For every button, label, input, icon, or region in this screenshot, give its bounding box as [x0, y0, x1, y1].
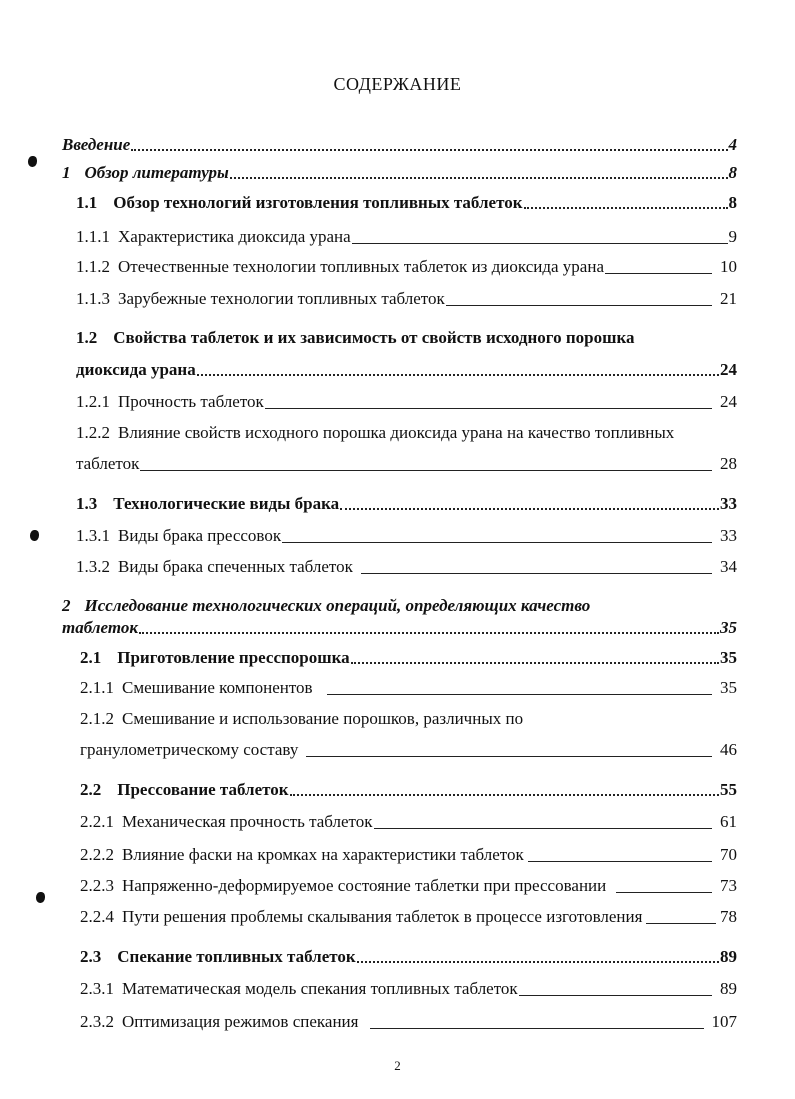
toc-num: 2.1.1	[80, 678, 114, 697]
toc-entry-text: Виды брака спеченных таблеток	[118, 557, 353, 576]
toc-page: 8	[728, 163, 737, 182]
toc-num: 2.3.1	[80, 979, 114, 998]
toc-num: 2.2.3	[80, 876, 114, 895]
toc-page: 24	[720, 360, 737, 379]
underline-leader	[140, 470, 712, 471]
toc-num: 1.3	[76, 494, 98, 513]
toc-num: 1.1	[76, 193, 98, 212]
toc-entry-text: Пути решения проблемы скалывания таблеток в процессе изготовления	[122, 907, 643, 926]
toc-entry-text: гранулометрическому составу	[80, 740, 299, 759]
toc-page: 33	[720, 494, 737, 513]
toc-entry[interactable]	[80, 906, 737, 928]
toc-entry-text: Смешивание компонентов	[122, 678, 313, 697]
underline-leader	[528, 861, 712, 862]
dot-leader	[524, 207, 728, 209]
toc-entry-text: Обзор технологий изготовления топливных таблеток	[113, 193, 523, 212]
page-title: СОДЕРЖАНИЕ	[333, 74, 462, 94]
toc-entry[interactable]	[80, 647, 737, 669]
toc-num: 2.3.2	[80, 1012, 114, 1031]
toc-entry[interactable]	[80, 677, 737, 699]
scan-artifact	[28, 156, 37, 167]
underline-leader	[446, 305, 712, 306]
toc-entry[interactable]	[80, 844, 737, 866]
toc-entry[interactable]	[76, 525, 737, 547]
toc-entry-text: Отечественные технологии топливных таблеток из диоксида урана	[118, 257, 604, 276]
underline-leader	[306, 756, 712, 757]
toc-num: 1.1.3	[76, 289, 110, 308]
underline-leader	[327, 694, 712, 695]
toc-entry-text: Свойства таблеток и их зависимость от свойств исходного порошка	[113, 328, 635, 347]
underline-leader	[352, 243, 728, 244]
toc-entry-text: Механическая прочность таблеток	[122, 812, 373, 831]
toc-entry[interactable]	[76, 422, 737, 444]
toc-entry[interactable]	[76, 192, 737, 214]
toc-num: 1.2	[76, 328, 98, 347]
scan-artifact	[30, 530, 39, 541]
toc-page: 24	[720, 392, 737, 411]
dot-leader	[139, 632, 719, 634]
toc-entry[interactable]	[80, 978, 737, 1000]
toc-num: 2.2	[80, 780, 102, 799]
toc-entry-text: Влияние фаски на кромках на характеристики таблеток	[122, 845, 524, 864]
toc-page: 10	[720, 257, 737, 276]
toc-num: 1.2.2	[76, 423, 110, 442]
toc-page: 21	[720, 289, 737, 308]
toc-page: 107	[711, 1012, 737, 1031]
toc-page: 34	[720, 557, 737, 576]
dot-leader	[340, 508, 719, 510]
underline-leader	[605, 273, 712, 274]
toc-page: 33	[720, 526, 737, 545]
toc-num: 1.1.2	[76, 257, 110, 276]
toc-entry-text: Технологические виды брака	[113, 494, 340, 513]
toc-page: 35	[720, 678, 737, 697]
toc-entry-text: Напряженно-деформируемое состояние таблетки при прессовании	[122, 876, 607, 895]
toc-entry[interactable]	[80, 875, 737, 897]
toc-page: 9	[728, 227, 737, 246]
toc-entry-continuation[interactable]	[76, 453, 737, 475]
dot-leader	[351, 662, 719, 664]
toc-entry[interactable]	[80, 1011, 737, 1033]
toc-entry[interactable]	[80, 811, 737, 833]
toc-entry-text: таблеток	[76, 454, 140, 473]
toc-entry-text: Математическая модель спекания топливных таблеток	[122, 979, 518, 998]
toc-entry-text: Смешивание и использование порошков, различных по	[122, 709, 524, 728]
toc-num: 2.2.4	[80, 907, 114, 926]
toc-page: 35	[720, 618, 737, 637]
toc-entry-continuation[interactable]	[62, 617, 737, 639]
toc-entry-text: Прессование таблеток	[117, 780, 289, 799]
toc-entry-text: Введение	[62, 135, 131, 154]
toc-page: 8	[728, 193, 737, 212]
toc-entry-text: Прочность таблеток	[118, 392, 264, 411]
dot-leader	[357, 961, 719, 963]
toc-entry-text: диоксида урана	[76, 360, 196, 379]
toc-entry[interactable]	[62, 595, 737, 617]
toc-num: 2.1.2	[80, 709, 114, 728]
toc-entry-text: Влияние свойств исходного порошка диоксида урана на качество топливных	[118, 423, 675, 442]
toc-num: 2	[62, 596, 71, 615]
toc-page: 46	[720, 740, 737, 759]
toc-entry-text: Характеристика диоксида урана	[118, 227, 351, 246]
toc-entry[interactable]	[76, 226, 737, 248]
toc-entry-text: таблеток	[62, 618, 138, 637]
toc-entry-text: Спекание топливных таблеток	[117, 947, 356, 966]
toc-num: 2.1	[80, 648, 102, 667]
toc-page: 4	[728, 135, 737, 154]
toc-page: 78	[720, 907, 737, 926]
toc-page: 89	[720, 947, 737, 966]
toc-num: 1.1.1	[76, 227, 110, 246]
toc-num: 1.3.1	[76, 526, 110, 545]
toc-entry-continuation[interactable]	[80, 739, 737, 761]
toc-entry-text: Исследование технологических операций, определяющих качество	[84, 596, 591, 615]
toc-num: 1	[62, 163, 71, 182]
toc-entry[interactable]	[76, 288, 737, 310]
underline-leader	[616, 892, 712, 893]
toc-page: 61	[720, 812, 737, 831]
underline-leader	[374, 828, 712, 829]
toc-entry[interactable]	[76, 493, 737, 515]
toc-num: 1.3.2	[76, 557, 110, 576]
underline-leader	[361, 573, 712, 574]
toc-entry-text: Обзор литературы	[84, 163, 229, 182]
toc-page: 35	[720, 648, 737, 667]
toc-num: 2.2.2	[80, 845, 114, 864]
underline-leader	[282, 542, 712, 543]
toc-page: 28	[720, 454, 737, 473]
scan-artifact	[36, 892, 45, 903]
toc-page: 89	[720, 979, 737, 998]
underline-leader	[265, 408, 712, 409]
page-number: 2	[394, 1058, 401, 1073]
toc-entry[interactable]	[76, 391, 737, 413]
toc-page: 70	[720, 845, 737, 864]
toc-entry-continuation[interactable]	[76, 359, 737, 381]
toc-page: 55	[720, 780, 737, 799]
underline-leader	[519, 995, 712, 996]
toc-entry[interactable]	[80, 946, 737, 968]
underline-leader	[370, 1028, 703, 1029]
toc-num: 2.2.1	[80, 812, 114, 831]
toc-page: 73	[720, 876, 737, 895]
toc-entry[interactable]	[62, 134, 737, 156]
toc-entry[interactable]	[76, 256, 737, 278]
toc-entry-text: Оптимизация режимов спекания	[122, 1012, 359, 1031]
toc-entry[interactable]	[80, 779, 737, 801]
dot-leader	[131, 149, 727, 151]
dot-leader	[230, 177, 728, 179]
toc-num: 1.2.1	[76, 392, 110, 411]
toc-entry[interactable]	[80, 708, 737, 730]
toc-entry-text: Приготовление пресспорошка	[117, 648, 350, 667]
toc-entry[interactable]	[76, 556, 737, 578]
dot-leader	[197, 374, 719, 376]
toc-entry[interactable]	[62, 162, 737, 184]
dot-leader	[290, 794, 719, 796]
toc-num: 2.3	[80, 947, 102, 966]
underline-leader	[646, 923, 716, 924]
toc-entry[interactable]	[76, 327, 737, 349]
toc-entry-text: Зарубежные технологии топливных таблеток	[118, 289, 445, 308]
toc-entry-text: Виды брака прессовок	[118, 526, 282, 545]
